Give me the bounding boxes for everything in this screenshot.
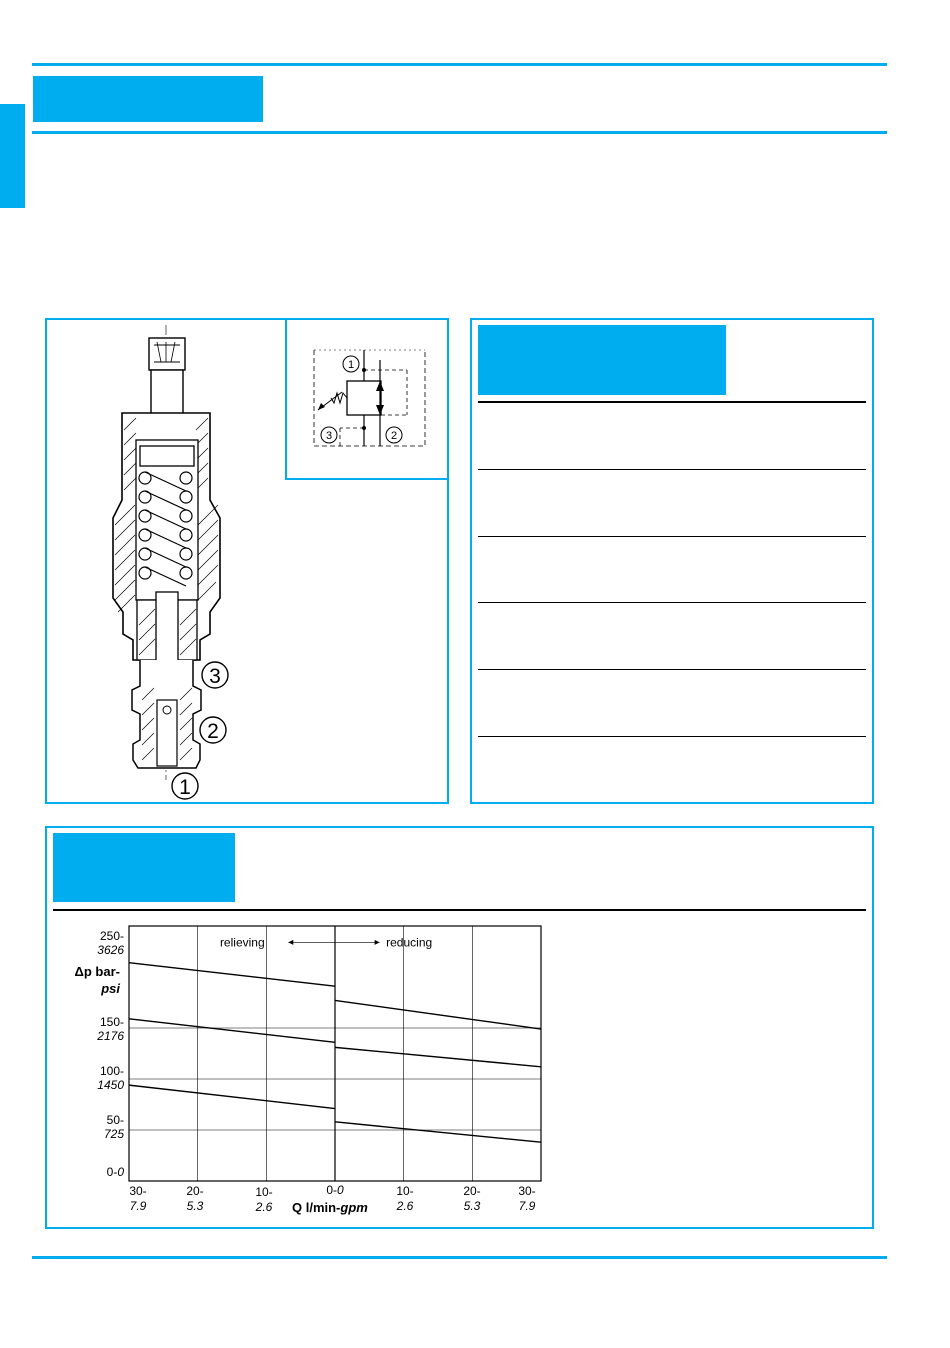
x-axis-label: Q l/min-gpm bbox=[292, 1200, 368, 1215]
port-label-2: 2 bbox=[207, 720, 219, 743]
port-label-1: 1 bbox=[179, 776, 191, 799]
section-header-tab bbox=[33, 76, 263, 122]
y-tick-100: 100- 1450 bbox=[97, 1064, 124, 1092]
annotation-relieving: relieving bbox=[219, 935, 265, 950]
y-tick-0: 0-0 bbox=[106, 1165, 124, 1179]
symbol-port-2: 2 bbox=[390, 430, 398, 442]
spec-table-rule bbox=[478, 536, 866, 537]
symbol-port-3: 3 bbox=[325, 430, 333, 442]
hydraulic-symbol bbox=[300, 340, 440, 455]
x-tick: 20- 5.3 bbox=[463, 1184, 481, 1213]
specifications-header-tab bbox=[478, 325, 726, 395]
performance-header-tab bbox=[53, 833, 235, 902]
top-rule bbox=[32, 63, 887, 66]
annotation-reducing: reducing bbox=[386, 935, 433, 950]
x-tick: 30- 7.9 bbox=[129, 1184, 147, 1213]
spec-table-rule bbox=[478, 669, 866, 670]
y-axis-label: Δp bar- psi bbox=[74, 964, 120, 996]
x-tick: 10- 2.6 bbox=[396, 1184, 414, 1213]
performance-rule bbox=[53, 909, 866, 911]
y-tick-150: 150- 2176 bbox=[97, 1015, 124, 1043]
pressure-flow-chart bbox=[128, 925, 542, 1183]
side-tab bbox=[0, 104, 25, 208]
spec-table-rule bbox=[478, 469, 866, 470]
bottom-rule bbox=[32, 1256, 887, 1259]
y-tick-50: 50- 725 bbox=[103, 1113, 124, 1141]
x-tick: 10- 2.6 bbox=[255, 1185, 273, 1214]
y-tick-250: 250- 3626 bbox=[97, 929, 124, 957]
spec-table-rule bbox=[478, 401, 866, 403]
x-tick: 20- 5.3 bbox=[186, 1184, 204, 1213]
header-underline bbox=[32, 131, 887, 134]
spec-table-rule bbox=[478, 736, 866, 737]
symbol-port-1: 1 bbox=[347, 359, 355, 371]
x-tick: 0-0 bbox=[326, 1183, 344, 1197]
x-tick: 30- 7.9 bbox=[518, 1184, 536, 1213]
spec-table-rule bbox=[478, 602, 866, 603]
port-label-3: 3 bbox=[209, 665, 221, 688]
